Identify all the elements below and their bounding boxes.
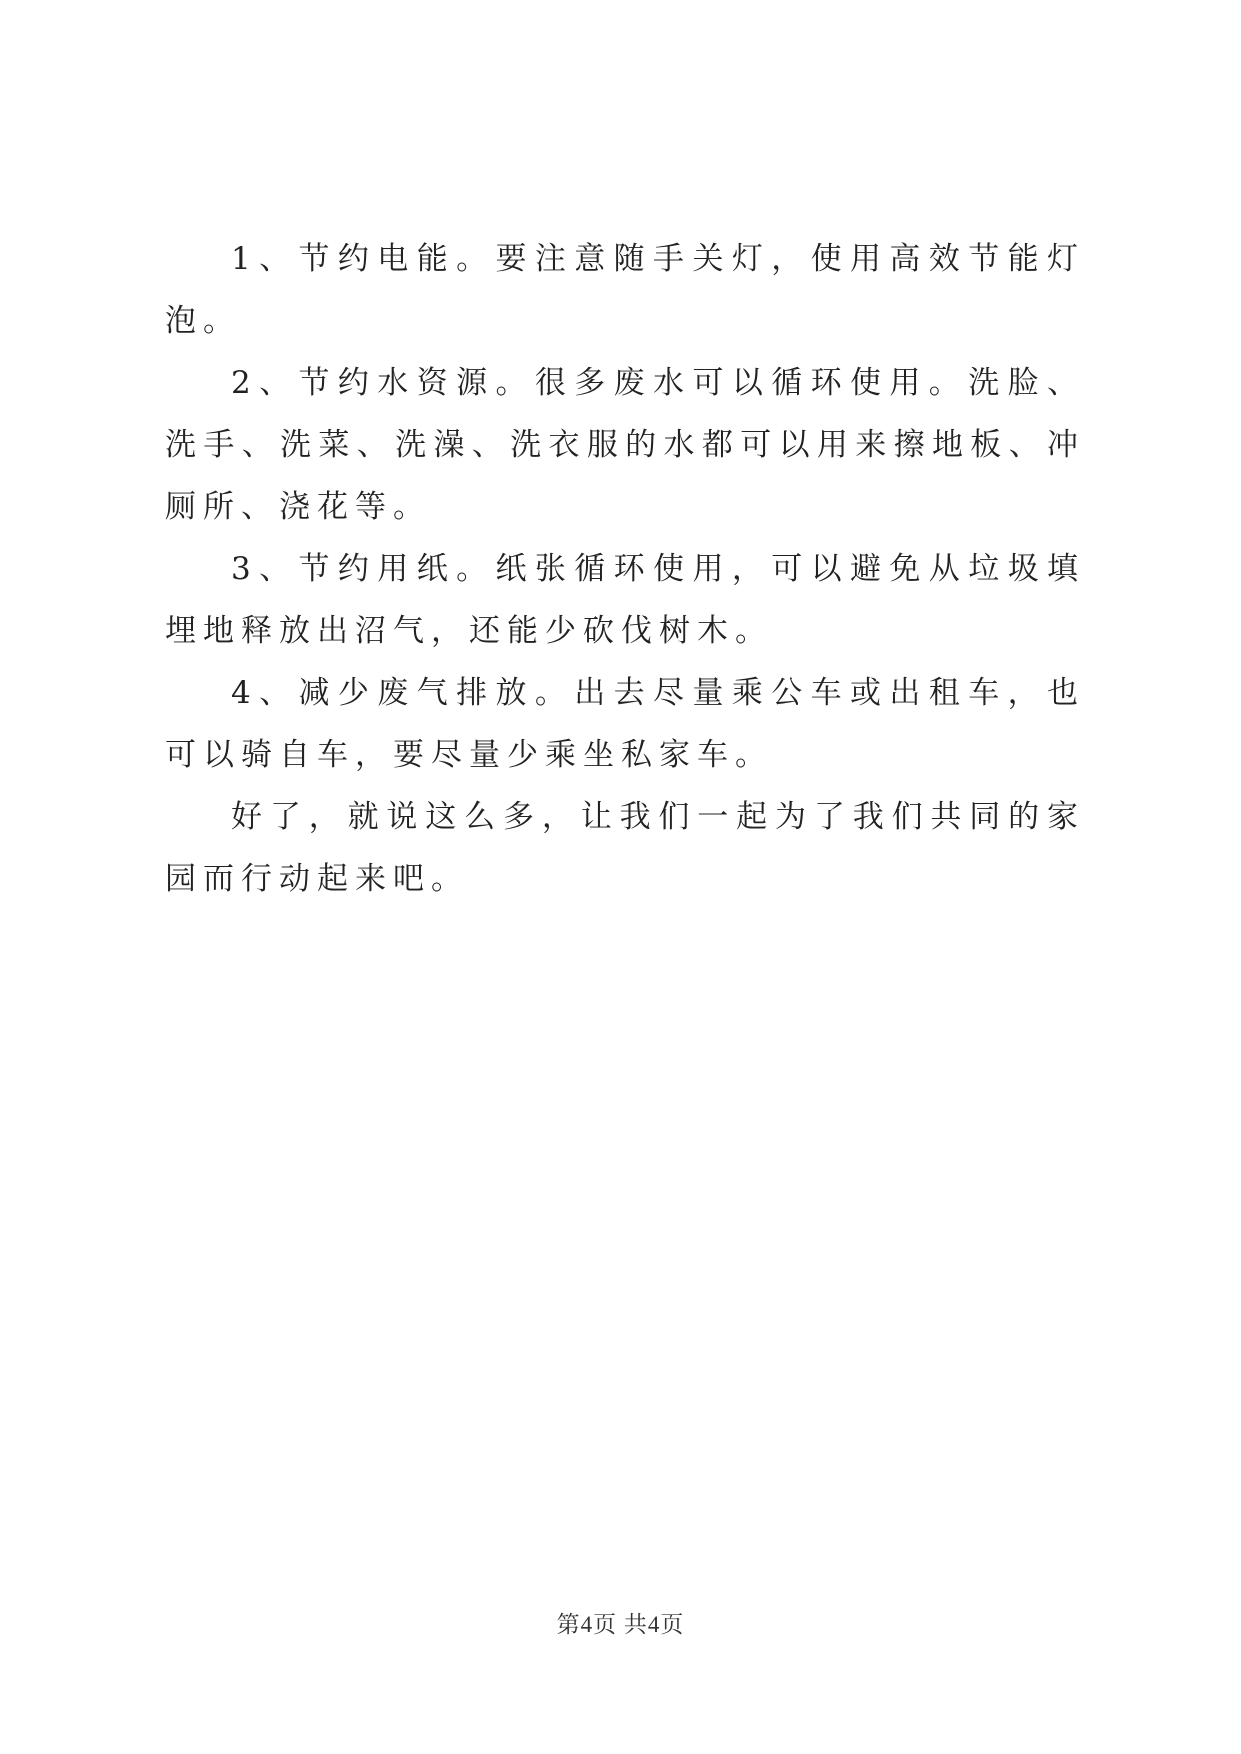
- paragraph-energy-saving: 1、节约电能。要注意随手关灯，使用高效节能灯泡。: [165, 241, 1085, 339]
- document-body: [165, 228, 1085, 910]
- paragraph-paper-saving: 3、节约用纸。纸张循环使用，可以避免从垃圾填埋地释放出沼气，还能少砍伐树木。: [165, 551, 1085, 649]
- paragraph-water-saving: 2、节约水资源。很多废水可以循环使用。洗脸、洗手、洗菜、洗澡、洗衣服的水都可以用来擦地板、冲厕所、浇花等。: [165, 365, 1085, 525]
- paragraph-emission-reduction: 4、减少废气排放。出去尽量乘公车或出租车，也可以骑自车，要尽量少乘坐私家车。: [165, 675, 1085, 773]
- paragraph-closing: 好了，就说这么多，让我们一起为了我们共同的家园而行动起来吧。: [165, 799, 1085, 897]
- page-number-footer: 第4页 共4页: [556, 1612, 685, 1637]
